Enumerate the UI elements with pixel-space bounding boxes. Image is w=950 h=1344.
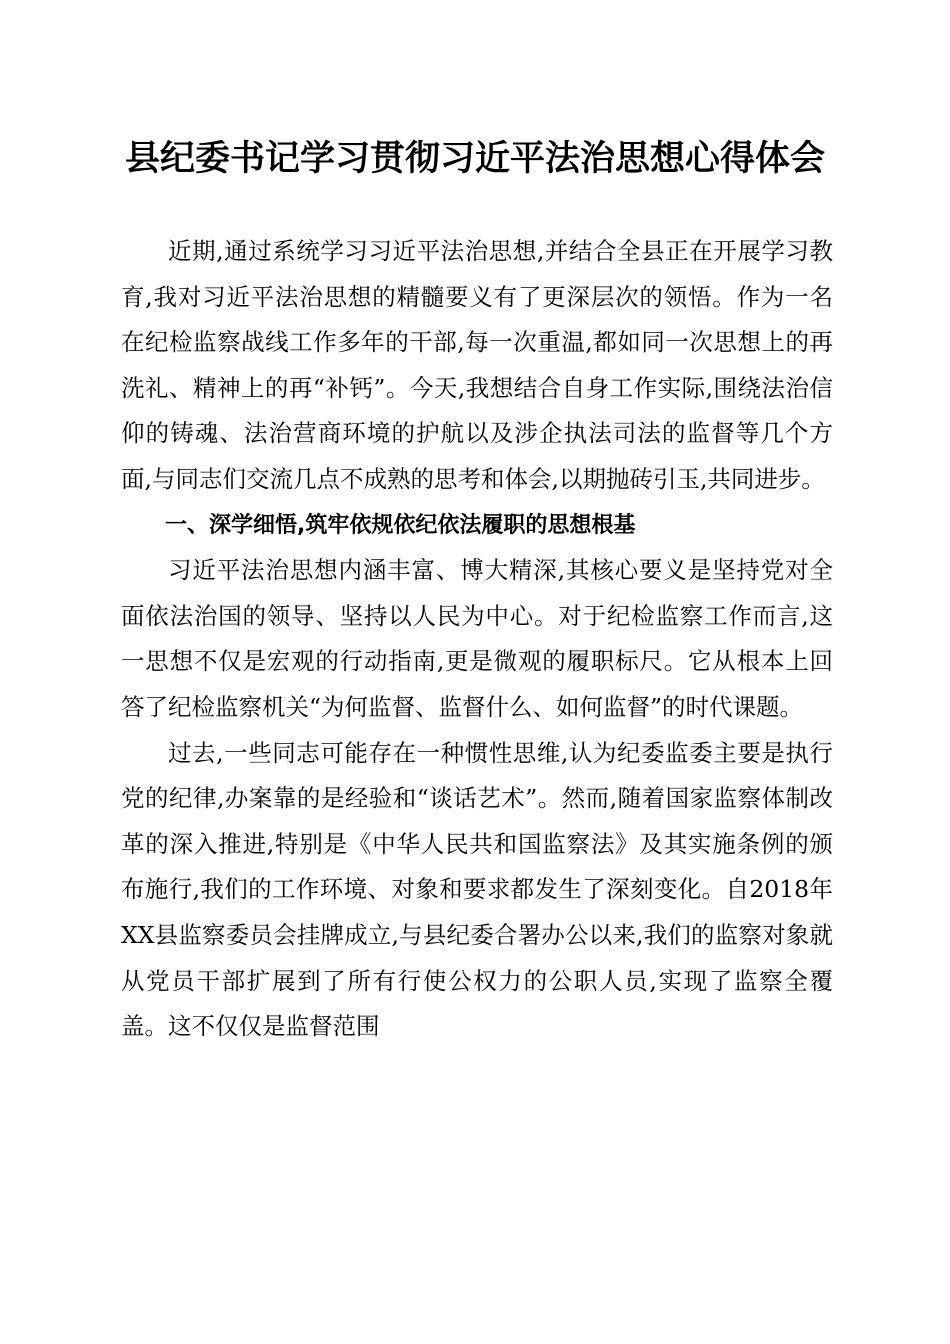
document-body <box>121 229 833 1050</box>
section-heading-1: 一、深学细悟,筑牢依规依纪依法履职的思想根基 <box>165 512 636 538</box>
document-title: 县纪委书记学习贯彻习近平法治思想心得体会 <box>124 138 825 179</box>
paragraph-intro: 近期,通过系统学习习近平法治思想,并结合全县正在开展学习教育,我对习近平法治思想的精髓要义有了更深层次的领悟。作为一名在纪检监察战线工作多年的干部,每一次重温,都如同一次思想上的再洗礼、精神上的再“补钙”。今天,我想结合自身工作实际,围绕法治信仰的铸魂、法治营商环境的护航以及涉企执法司法的监督等几个方面,与同志们交流几点不成熟的思考和体会,以期抛砖引玉,共同进步。 <box>121 237 833 493</box>
paragraph-reform: 过去,一些同志可能存在一种惯性思维,认为纪委监委主要是执行党的纪律,办案靠的是经验和“谈话艺术”。然而,随着国家监察体制改革的深入推进,特别是《中华人民共和国监察法》及其实施条例的颁布施行,我们的工作环境、对象和要求都发生了深刻变化。自2018年XX县监察委员会挂牌成立,与县纪委合署办公以来,我们的监察对象就从党员干部扩展到了所有行使公权力的公职人员,实现了监察全覆盖。这不仅仅是监督范围 <box>121 738 833 1041</box>
paragraph-core-meaning: 习近平法治思想内涵丰富、博大精深,其核心要义是坚持党对全面依法治国的领导、坚持以人民为中心。对于纪检监察工作而言,这一思想不仅是宏观的行动指南,更是微观的履职标尺。它从根本上回答了纪检监察机关“为何监督、监督什么、如何监督”的时代课题。 <box>121 556 833 721</box>
